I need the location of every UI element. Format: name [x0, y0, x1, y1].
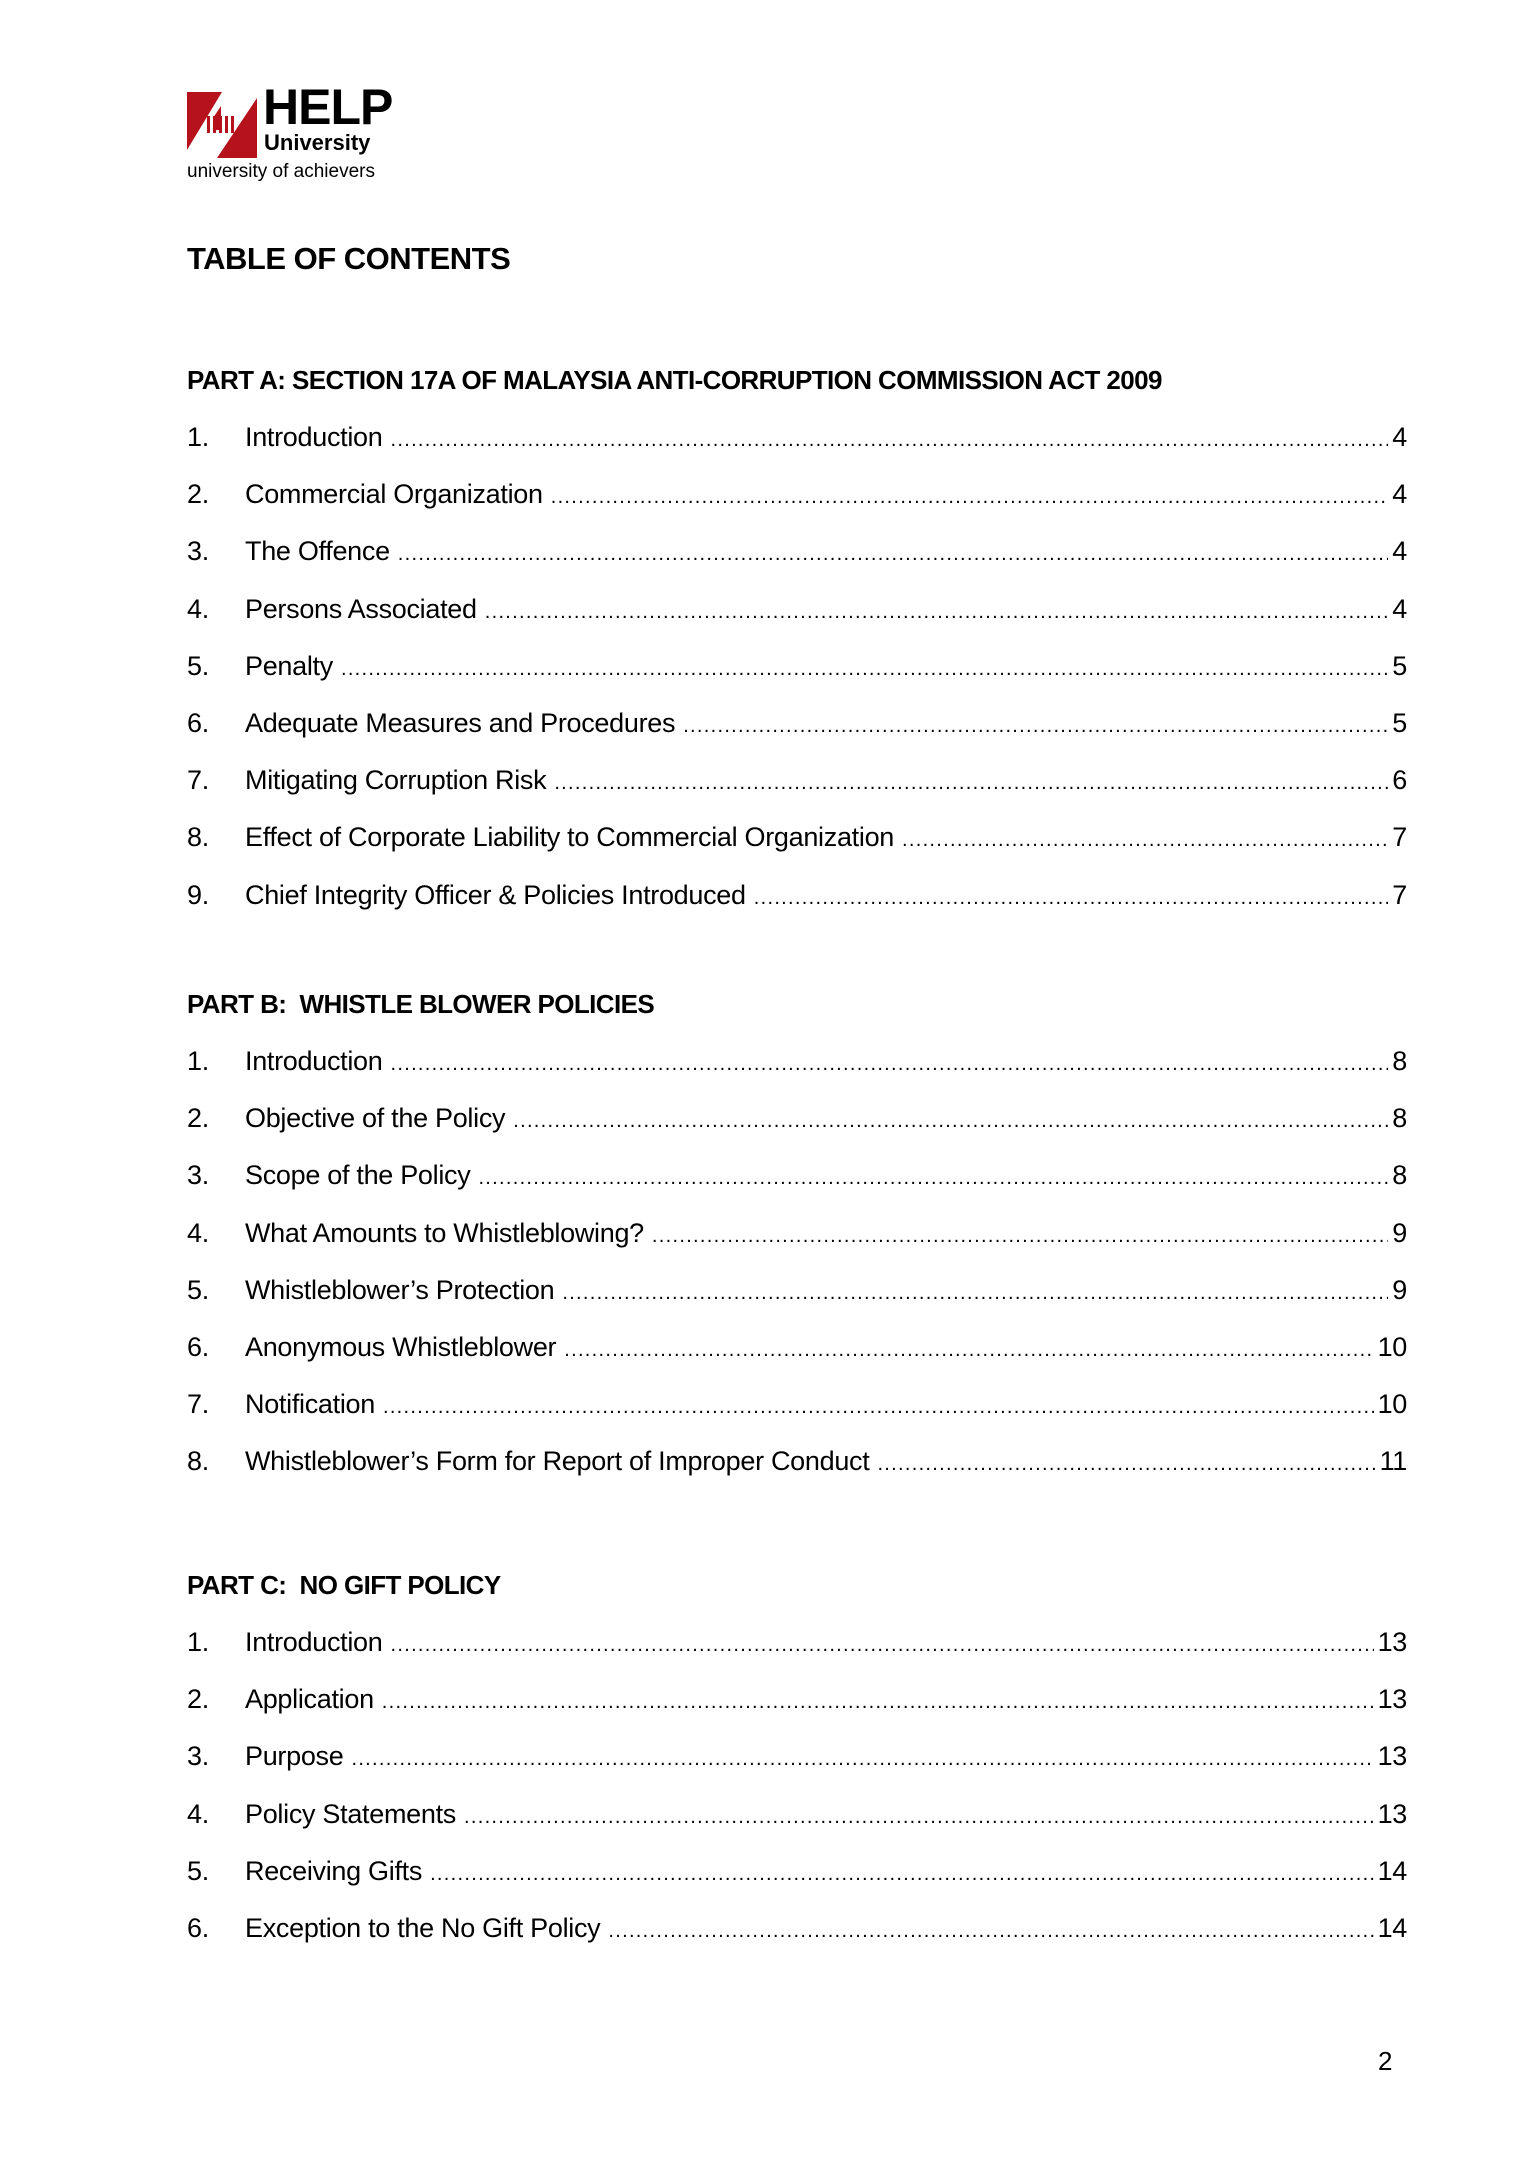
toc-entry[interactable] [187, 594, 1407, 651]
entry-number: 8. [187, 1446, 209, 1477]
toc-entry[interactable] [187, 1799, 1407, 1856]
entry-number: 9. [187, 879, 209, 910]
entry-title: The Offence [245, 536, 390, 567]
toc-entry[interactable] [187, 1913, 1407, 1970]
toc-part-a [187, 360, 1407, 937]
part-heading: PART B: WHISTLE BLOWER POLICIES [187, 989, 655, 1019]
dot-leader [877, 1453, 1375, 1476]
dot-leader [485, 601, 1389, 624]
toc-entry[interactable] [187, 1446, 1407, 1503]
entry-page-number: 10 [1377, 1331, 1407, 1362]
entry-number: 2. [187, 1684, 209, 1715]
toc-entry[interactable] [187, 1275, 1407, 1332]
toc-entry[interactable] [187, 1856, 1407, 1913]
entry-number: 1. [187, 1046, 209, 1076]
entry-number: 4. [187, 593, 209, 624]
page-number: 2 [1378, 2046, 1393, 2076]
dot-leader [554, 772, 1388, 795]
entry-number: 3. [187, 1160, 209, 1191]
entry-page-number: 4 [1392, 593, 1407, 624]
entry-page-number: 5 [1392, 650, 1407, 681]
entry-page-number: 7 [1392, 822, 1407, 853]
toc-entry[interactable] [187, 1332, 1407, 1389]
entry-page-number: 9 [1392, 1274, 1407, 1305]
entry-title: Persons Associated [245, 593, 477, 624]
toc-entry[interactable] [187, 651, 1407, 708]
entry-title: Commercial Organization [245, 479, 543, 510]
toc-entry[interactable] [187, 1103, 1407, 1160]
toc-entry[interactable] [187, 1389, 1407, 1446]
entry-page-number: 7 [1392, 879, 1407, 910]
entry-title: Introduction [245, 1627, 383, 1657]
entry-title: Adequate Measures and Procedures [245, 707, 676, 738]
entry-page-number: 8 [1392, 1046, 1407, 1076]
dot-leader [383, 1396, 1374, 1419]
entry-title: Anonymous Whistleblower [245, 1331, 557, 1362]
entry-page-number: 4 [1392, 422, 1407, 452]
entry-number: 4. [187, 1798, 209, 1829]
dot-leader [513, 1110, 1388, 1133]
toc-entry[interactable] [187, 822, 1407, 879]
dot-leader [608, 1920, 1373, 1943]
toc-entry[interactable] [187, 422, 1407, 479]
entry-page-number: 14 [1377, 1855, 1407, 1886]
entry-title: Receiving Gifts [245, 1855, 423, 1886]
help-logo-mark-icon [187, 92, 257, 158]
toc-entry-list [187, 1627, 1407, 1970]
entry-number: 2. [187, 479, 209, 510]
logo-subtitle: University [264, 130, 371, 155]
entry-number: 7. [187, 1389, 209, 1420]
entry-title: Application [245, 1684, 374, 1715]
entry-title: Exception to the No Gift Policy [245, 1912, 601, 1943]
dot-leader [551, 486, 1389, 509]
help-university-logo [187, 79, 407, 188]
logo-tagline: university of achievers [187, 161, 375, 182]
entry-page-number: 13 [1377, 1684, 1407, 1715]
entry-page-number: 10 [1377, 1389, 1407, 1420]
toc-entry[interactable] [187, 708, 1407, 765]
dot-leader [902, 829, 1388, 852]
entry-title: What Amounts to Whistleblowing? [245, 1217, 644, 1248]
logo-red-right-shape [217, 98, 257, 158]
part-heading: PART A: SECTION 17A OF MALAYSIA ANTI-CORRUPTION COMMISSION ACT 2009 [187, 365, 1162, 395]
entry-number: 7. [187, 765, 209, 796]
toc-entry[interactable] [187, 479, 1407, 536]
entry-title: Mitigating Corruption Risk [245, 765, 547, 796]
toc-entry[interactable] [187, 1741, 1407, 1798]
dot-leader [341, 658, 1388, 681]
entry-title: Effect of Corporate Liability to Commercial Organization [245, 822, 894, 853]
dot-leader [391, 1053, 1389, 1076]
entry-number: 5. [187, 1855, 209, 1886]
entry-number: 6. [187, 707, 209, 738]
dot-leader [683, 715, 1388, 738]
entry-number: 1. [187, 422, 209, 452]
entry-title: Scope of the Policy [245, 1160, 471, 1191]
toc-entry-list [187, 1046, 1407, 1504]
toc-entry[interactable] [187, 765, 1407, 822]
entry-page-number: 8 [1392, 1160, 1407, 1191]
entry-page-number: 13 [1377, 1741, 1407, 1772]
entry-page-number: 14 [1377, 1912, 1407, 1943]
toc-entry[interactable] [187, 536, 1407, 593]
dot-leader [391, 429, 1389, 452]
entry-number: 5. [187, 650, 209, 681]
entry-number: 6. [187, 1331, 209, 1362]
dot-leader [754, 887, 1389, 910]
logo-name: HELP [263, 79, 393, 135]
entry-number: 4. [187, 1217, 209, 1248]
entry-page-number: 8 [1392, 1103, 1407, 1134]
entry-title: Whistleblower’s Protection [245, 1274, 555, 1305]
toc-entry[interactable] [187, 1160, 1407, 1217]
dot-leader [391, 1634, 1374, 1657]
entry-page-number: 5 [1392, 707, 1407, 738]
toc-entry[interactable] [187, 880, 1407, 937]
entry-page-number: 4 [1392, 536, 1407, 567]
toc-entry[interactable] [187, 1046, 1407, 1103]
dot-leader [478, 1167, 1388, 1190]
dot-leader [382, 1691, 1374, 1714]
entry-number: 8. [187, 822, 209, 853]
toc-entry[interactable] [187, 1218, 1407, 1275]
entry-title: Notification [245, 1389, 375, 1420]
dot-leader [564, 1339, 1373, 1362]
entry-title: Objective of the Policy [245, 1103, 506, 1134]
entry-title: Policy Statements [245, 1798, 456, 1829]
dot-leader [464, 1806, 1374, 1829]
entry-title: Introduction [245, 422, 383, 452]
part-heading: PART C: NO GIFT POLICY [187, 1570, 501, 1600]
dot-leader [398, 543, 1388, 566]
toc-entry[interactable] [187, 1627, 1407, 1684]
entry-page-number: 13 [1377, 1798, 1407, 1829]
entry-title: Penalty [245, 650, 333, 681]
entry-number: 3. [187, 536, 209, 567]
entry-page-number: 9 [1392, 1217, 1407, 1248]
toc-part-c [187, 1565, 1407, 1970]
entry-page-number: 4 [1392, 479, 1407, 510]
entry-number: 6. [187, 1912, 209, 1943]
toc-part-b [187, 984, 1407, 1504]
dot-leader [351, 1748, 1373, 1771]
toc-entry[interactable] [187, 1684, 1407, 1741]
entry-page-number: 11 [1379, 1446, 1407, 1477]
entry-number: 1. [187, 1627, 209, 1657]
entry-page-number: 6 [1392, 765, 1407, 796]
page-title: TABLE OF CONTENTS [187, 241, 511, 276]
entry-number: 2. [187, 1103, 209, 1134]
entry-title: Whistleblower’s Form for Report of Improper Conduct [245, 1446, 870, 1477]
dot-leader [652, 1225, 1388, 1248]
entry-title: Chief Integrity Officer & Policies Introduced [245, 879, 746, 910]
entry-page-number: 13 [1377, 1627, 1407, 1657]
entry-title: Introduction [245, 1046, 383, 1076]
entry-number: 3. [187, 1741, 209, 1772]
dot-leader [562, 1282, 1388, 1305]
entry-number: 5. [187, 1274, 209, 1305]
toc-entry-list [187, 422, 1407, 937]
entry-title: Purpose [245, 1741, 344, 1772]
dot-leader [430, 1863, 1373, 1886]
